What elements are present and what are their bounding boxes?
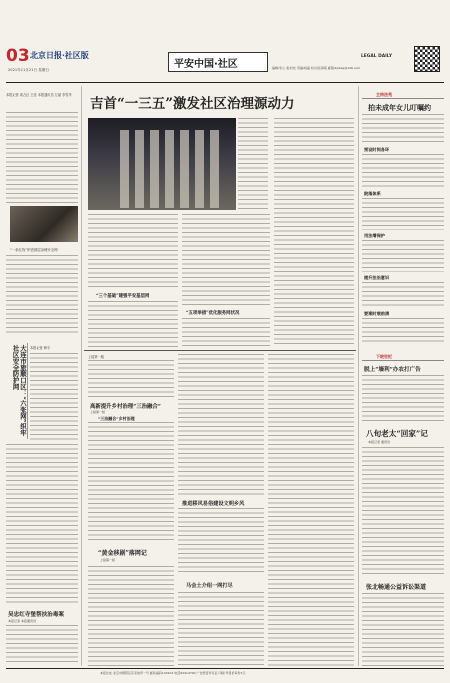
right-text-6 — [362, 318, 444, 344]
left-story-headline: 大连市旅顺口区：“六张网”织牢社区安全防护网 — [11, 345, 27, 436]
mid-col-1-bottom — [88, 566, 174, 666]
section-tagline: 编辑/李立 美术/杜 责编/杨磊 校对/张海棠 邮箱/bjrbsq@126.com — [272, 66, 361, 70]
page-number: 03 — [6, 46, 30, 66]
right-headline-7: 脱上“墙利”办农打广告 — [364, 367, 421, 373]
paper-name: 北京日报·社区版 — [30, 50, 89, 60]
lead-body-col-2 — [182, 214, 270, 306]
mid-label-1b: 上接第一版 — [90, 410, 106, 414]
lead-bottom-rule — [84, 350, 356, 351]
left-sub-text — [6, 625, 78, 665]
mid-subhead-1: “三治融合”乡村治理 — [98, 416, 135, 421]
lead-subhead-1: “三个基础”建强平安基层网 — [96, 294, 150, 299]
right-text-4 — [362, 240, 444, 272]
lead-subhead-2: “五项举措”优化服务网状况 — [186, 311, 240, 316]
lead-body-col-1 — [88, 214, 178, 290]
left-photo-caption: “一条红线”织密基层治理安全网 — [10, 248, 58, 252]
right-headline-2: 预设时间各环 — [364, 147, 390, 152]
mid-col-2-lower — [178, 508, 264, 574]
right-column-divider — [358, 86, 359, 666]
qr-code — [414, 46, 440, 72]
right-headline-9: 张北畅通公益诉讼渠道 — [366, 584, 427, 591]
section-title: 平安中国·社区 — [174, 59, 238, 70]
masthead-rule — [6, 82, 444, 83]
mid-col-2-body — [178, 354, 264, 496]
column-divider — [81, 86, 82, 666]
left-story-text-b — [6, 444, 78, 606]
mid-label-1: 上接第一版 — [88, 355, 104, 359]
legal-daily-label: LEGAL DAILY — [361, 54, 393, 59]
mid-headline-2: 推进移风易俗建设文明乡风 — [182, 501, 245, 507]
right-headline-5: 提升法治意识 — [364, 275, 390, 280]
mid-headline-3: “黄金移剧”落网记 — [98, 550, 147, 557]
left-sub-byline: 本报记者 本报通讯员 — [8, 619, 36, 623]
left-top-byline: 本报记者 周占红 王佳 本报通讯员 左斌 李雪华 — [6, 93, 72, 97]
left-story-byline: 本报记者 韩宇 — [30, 346, 51, 350]
mid-headline-4: 马会土介绍一网打尽 — [186, 583, 233, 589]
right-headline-3: 院落体系 — [364, 191, 381, 196]
lead-body-col-3 — [274, 118, 354, 347]
lead-photo-side-text — [238, 118, 268, 210]
right-headline-6: 要案时展前清 — [364, 311, 390, 316]
right-headline-1: 拍未成年女儿叮嘱约 — [368, 103, 431, 112]
mid-headline-1: 高新提升乡村治理“三治融合” — [90, 404, 161, 410]
right-text-9 — [362, 593, 444, 666]
right-lower-title-bar — [362, 354, 444, 361]
right-column-title-bar — [362, 92, 444, 99]
date-line: 2021年11月21日 星期日 — [8, 68, 49, 72]
mid-col-1-top — [88, 360, 174, 400]
right-lower-label: 下院世纪 — [376, 354, 392, 359]
mid-label-3: 上接第一版 — [100, 558, 116, 562]
right-text-8 — [362, 447, 444, 575]
right-column-title: 主持法苑 — [376, 92, 392, 97]
footer-text: 本报社址 北京市朝阳区花家地甲一号 邮政编码100102 电话62414700 广告经营许可证 印刷 零售价每份1元 — [100, 671, 246, 675]
left-top-text — [6, 112, 78, 204]
left-photo — [10, 206, 78, 242]
left-story-text-a — [30, 353, 78, 441]
lead-body-col-1b — [88, 301, 178, 347]
right-text-2 — [362, 154, 444, 188]
right-headline-4: 用法增保护 — [364, 233, 385, 238]
mid-col-2-bottom — [178, 592, 264, 666]
footer-rule — [6, 668, 444, 669]
mid-col-3-body — [268, 354, 354, 666]
right-headline-8: 八旬老太“回家”记 — [366, 429, 428, 438]
lead-headline: 吉首“一三五”激发社区治理源动力 — [90, 96, 295, 112]
left-sub-headline: 吴忠红寺堡帮扶治毒案 — [8, 612, 64, 618]
mid-col-1-body — [88, 422, 174, 540]
right-text-7 — [362, 375, 444, 423]
left-mid-text — [6, 255, 78, 335]
masthead — [6, 44, 446, 82]
right-text-5 — [362, 282, 444, 308]
right-text-1 — [362, 114, 444, 144]
lead-body-col-2b — [182, 318, 270, 347]
right-text-3 — [362, 198, 444, 230]
right-byline-8: 本报记者 通讯员 — [368, 440, 390, 444]
lead-photo-people — [120, 130, 220, 208]
